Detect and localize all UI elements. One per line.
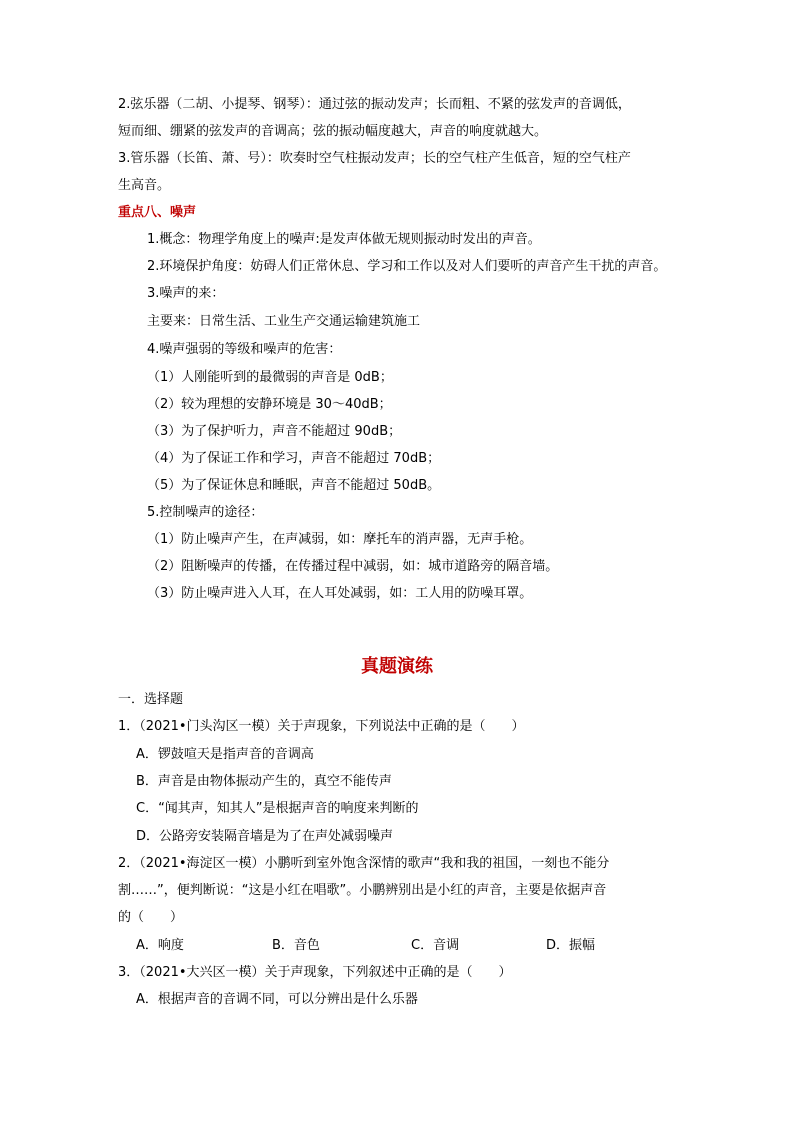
question-3-option-a: A．根据声音的音调不同，可以分辨出是什么乐器 [136, 992, 418, 1007]
question-2-option-c: C．音调 [411, 938, 460, 953]
section-item: （3）为了保护听力，声音不能超过 90dB； [147, 424, 402, 439]
question-1-stem: 1．（2021•门头沟区一模）关于声现象，下列说法中正确的是（ ） [118, 719, 525, 734]
section-item: （5）为了保证休息和睡眠，声音不能超过 50dB。 [147, 478, 441, 493]
intro-line-2: 短而细、绷紧的弦发声的音调高；弦的振动幅度越大，声音的响度就越大。 [118, 124, 548, 139]
section-item: （2）较为理想的安静环境是 30～40dB； [147, 397, 392, 412]
part-heading: 一．选择题 [118, 692, 184, 707]
section-item: 2.环境保护角度：妨碍人们正常休息、学习和工作以及对人们要听的声音产生干扰的声音。 [147, 259, 667, 274]
section-heading: 重点八、噪声 [118, 205, 197, 220]
question-1-option-a: A．锣鼓喧天是指声音的音调高 [136, 747, 314, 762]
intro-line-4: 生高音。 [118, 178, 171, 193]
section-item: （1）防止噪声产生，在声减弱，如：摩托车的消声器，无声手枪。 [147, 532, 533, 547]
section-item: 3.噪声的来： [147, 286, 225, 301]
intro-line-1: 2.弦乐器（二胡、小提琴、钢琴）：通过弦的振动发声；长而粗、不紧的弦发声的音调低， [118, 97, 631, 112]
question-3-stem: 3．（2021•大兴区一模）关于声现象，下列叙述中正确的是（ ） [118, 965, 512, 980]
section-item: 5.控制噪声的途径： [147, 505, 264, 520]
section-item: （4）为了保证工作和学习，声音不能超过 70dB； [147, 451, 441, 466]
question-1-option-c: C．“闻其声，知其人”是根据声音的响度来判断的 [136, 801, 419, 816]
section-item: （2）阻断噪声的传播，在传播过程中减弱，如：城市道路旁的隔音墙。 [147, 559, 559, 574]
intro-line-3: 3.管乐器（长笛、萧、号）：吹奏时空气柱振动发声；长的空气柱产生低音，短的空气柱产 [118, 151, 631, 166]
question-1-option-d: D．公路旁安装隔音墙是为了在声处减弱噪声 [136, 829, 394, 844]
section-item: （3）防止噪声进入人耳，在人耳处减弱，如：工人用的防噪耳罩。 [147, 586, 533, 601]
question-2-stem-line-1: 2．（2021•海淀区一模）小鹏听到室外饱含深情的歌声“我和我的祖国，一刻也不能分 [118, 856, 610, 871]
question-2-stem-line-3: 的（ ） [118, 910, 184, 925]
question-2-stem-line-2: 割……”，便判断说：“这是小红在唱歌”。小鹏辨别出是小红的声音，主要是依据声音 [118, 883, 607, 898]
question-2-option-b: B．音色 [272, 938, 320, 953]
question-2-option-a: A．响度 [136, 938, 184, 953]
section-item: 主要来：日常生活、工业生产交通运输建筑施工 [147, 314, 421, 329]
question-2-option-d: D．振幅 [546, 938, 596, 953]
section-item: 1.概念：物理学角度上的噪声:是发声体做无规则振动时发出的声音。 [147, 232, 541, 247]
practice-title: 真题演练 [361, 656, 433, 677]
section-item: （1）人刚能听到的最微弱的声音是 0dB； [147, 370, 393, 385]
section-item: 4.噪声强弱的等级和噪声的危害： [147, 342, 342, 357]
question-1-option-b: B．声音是由物体振动产生的，真空不能传声 [136, 774, 392, 789]
